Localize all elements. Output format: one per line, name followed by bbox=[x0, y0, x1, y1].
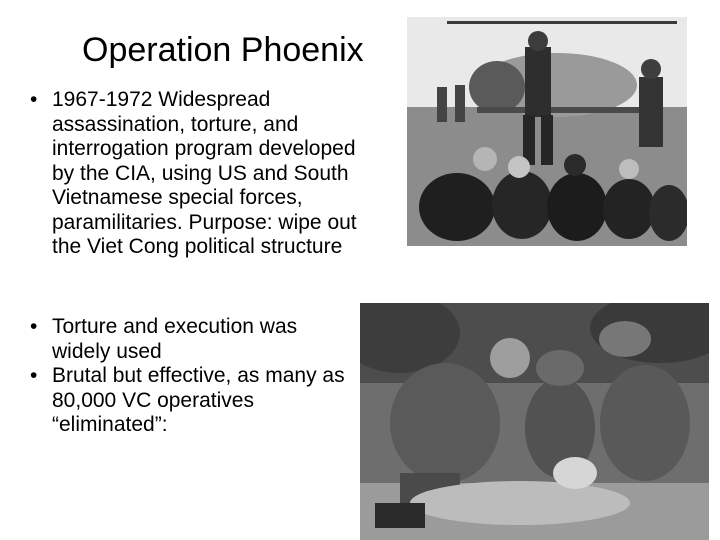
slide-title: Operation Phoenix bbox=[82, 31, 364, 69]
bullet-item: • Torture and execution was widely used bbox=[30, 315, 355, 364]
bullet-item: • 1967-1972 Widespread assassination, torture, and interrogation program developed by the CIA, using US and South Vietnamese special forces, paramilitaries. Purpose: wipe out the Viet Cong political structure bbox=[30, 88, 360, 260]
bullet-list-bottom bbox=[30, 315, 355, 438]
photo-illustration bbox=[360, 303, 709, 540]
bullet-list-top bbox=[30, 88, 360, 260]
bullet-item: • Brutal but effective, as many as 80,000 VC operatives “eliminated”: bbox=[30, 364, 355, 438]
photo-illustration bbox=[407, 17, 687, 246]
helicopter-soldiers-photo bbox=[407, 17, 687, 246]
soldiers-prisoner-photo bbox=[360, 303, 709, 540]
